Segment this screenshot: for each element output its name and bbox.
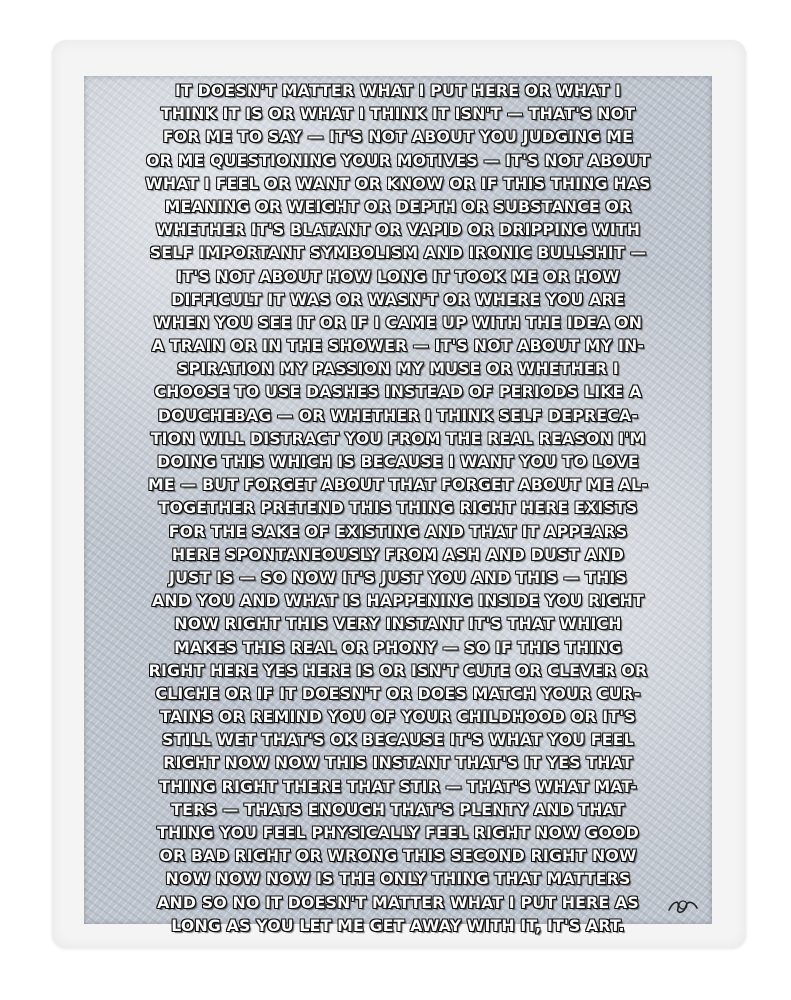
poem-line: THINK IT IS OR WHAT I THINK IT ISN'T — THAT'S NOT xyxy=(160,104,636,124)
poem-line: HERE SPONTANEOUSLY FROM ASH AND DUST AND xyxy=(171,544,625,564)
poem-line: IT'S NOT ABOUT HOW LONG IT TOOK ME OR HOW xyxy=(176,266,620,286)
poem-line: FOR THE SAKE OF EXISTING AND THAT IT APPEARS xyxy=(168,521,628,541)
poem-line: TOGETHER PRETEND THIS THING RIGHT HERE EXISTS xyxy=(158,498,638,518)
poem-line: IT DOESN'T MATTER WHAT I PUT HERE OR WHAT I xyxy=(174,81,622,100)
artwork-print xyxy=(84,76,712,935)
poem-line: SPIRATION MY PASSION MY MUSE OR WHETHER I xyxy=(177,359,619,379)
poem-line: WHETHER IT'S BLATANT OR VAPID OR DRIPPING WITH xyxy=(155,220,641,240)
poem-line: WHAT I FEEL OR WANT OR KNOW OR IF THIS THING HAS xyxy=(145,173,651,193)
poem-line: AND SO NO IT DOESN'T MATTER WHAT I PUT HERE AS xyxy=(157,892,639,912)
poem-line: SELF IMPORTANT SYMBOLISM AND IRONIC BULLSHIT — xyxy=(149,243,647,263)
poem-line: RIGHT NOW NOW THIS INSTANT THAT'S IT YES THAT xyxy=(163,753,633,773)
poem-line: LONG AS YOU LET ME GET AWAY WITH IT, IT'S ART. xyxy=(171,915,625,935)
poem-line: NOW RIGHT THIS VERY INSTANT IT'S THAT WHICH xyxy=(174,614,622,634)
poem-line: DIFFICULT IT WAS OR WASN'T OR WHERE YOU ARE xyxy=(171,289,625,309)
poem-line: AND YOU AND WHAT IS HAPPENING INSIDE YOU RIGHT xyxy=(152,591,644,611)
poem-line: MAKES THIS REAL OR PHONY — SO IF THIS THING xyxy=(174,637,622,657)
poem-text xyxy=(84,79,712,937)
poem-line: TERS — THATS ENOUGH THAT'S PLENTY AND THAT xyxy=(171,799,625,819)
poem-line: OR ME QUESTIONING YOUR MOTIVES — IT'S NOT ABOUT xyxy=(146,150,650,170)
artist-signature-icon xyxy=(666,896,700,916)
poem-line: THING YOU FEEL PHYSICALLY FEEL RIGHT NOW GOOD xyxy=(157,823,639,842)
poem-line: ME — BUT FORGET ABOUT THAT FORGET ABOUT ME AL- xyxy=(148,475,648,495)
poem-line: A TRAIN OR IN THE SHOWER — IT'S NOT ABOUT MY IN- xyxy=(151,336,645,356)
poem-line: NOW NOW NOW IS THE ONLY THING THAT MATTERS xyxy=(165,869,631,889)
poem-line: JUST IS — SO NOW IT'S JUST YOU AND THIS — THIS xyxy=(169,567,627,587)
poem-line: TION WILL DISTRACT YOU FROM THE REAL REASON I'M xyxy=(150,428,646,448)
poem-line: TAINS OR REMIND YOU OF YOUR CHILDHOOD OR IT'S xyxy=(160,707,636,727)
poem-line: RIGHT HERE YES HERE IS OR ISN'T CUTE OR CLEVER OR xyxy=(148,660,648,680)
poem-line: CHOOSE TO USE DASHES INSTEAD OF PERIODS LIKE A xyxy=(154,382,642,402)
poem-line: FOR ME TO SAY — IT'S NOT ABOUT YOU JUDGING ME xyxy=(162,127,634,147)
poem-line: STILL WET THAT'S OK BECAUSE IT'S WHAT YOU FEEL xyxy=(162,730,634,750)
poem-line: CLICHE OR IF IT DOESN'T OR DOES MATCH YOUR CUR- xyxy=(155,683,641,703)
poem-line: DOUCHEBAG — OR WHETHER I THINK SELF DEPRECA- xyxy=(157,405,639,425)
poem-line: THING RIGHT THERE THAT STIR — THAT'S WHAT MAT- xyxy=(159,776,637,796)
poem-line: MEANING OR WEIGHT OR DEPTH OR SUBSTANCE OR xyxy=(164,196,632,216)
poem-line: OR BAD RIGHT OR WRONG THIS SECOND RIGHT NOW xyxy=(159,846,637,866)
poem-line: WHEN YOU SEE IT OR IF I CAME UP WITH THE IDEA ON xyxy=(153,312,643,332)
poem-line: DOING THIS WHICH IS BECAUSE I WANT YOU TO LOVE xyxy=(157,452,639,471)
